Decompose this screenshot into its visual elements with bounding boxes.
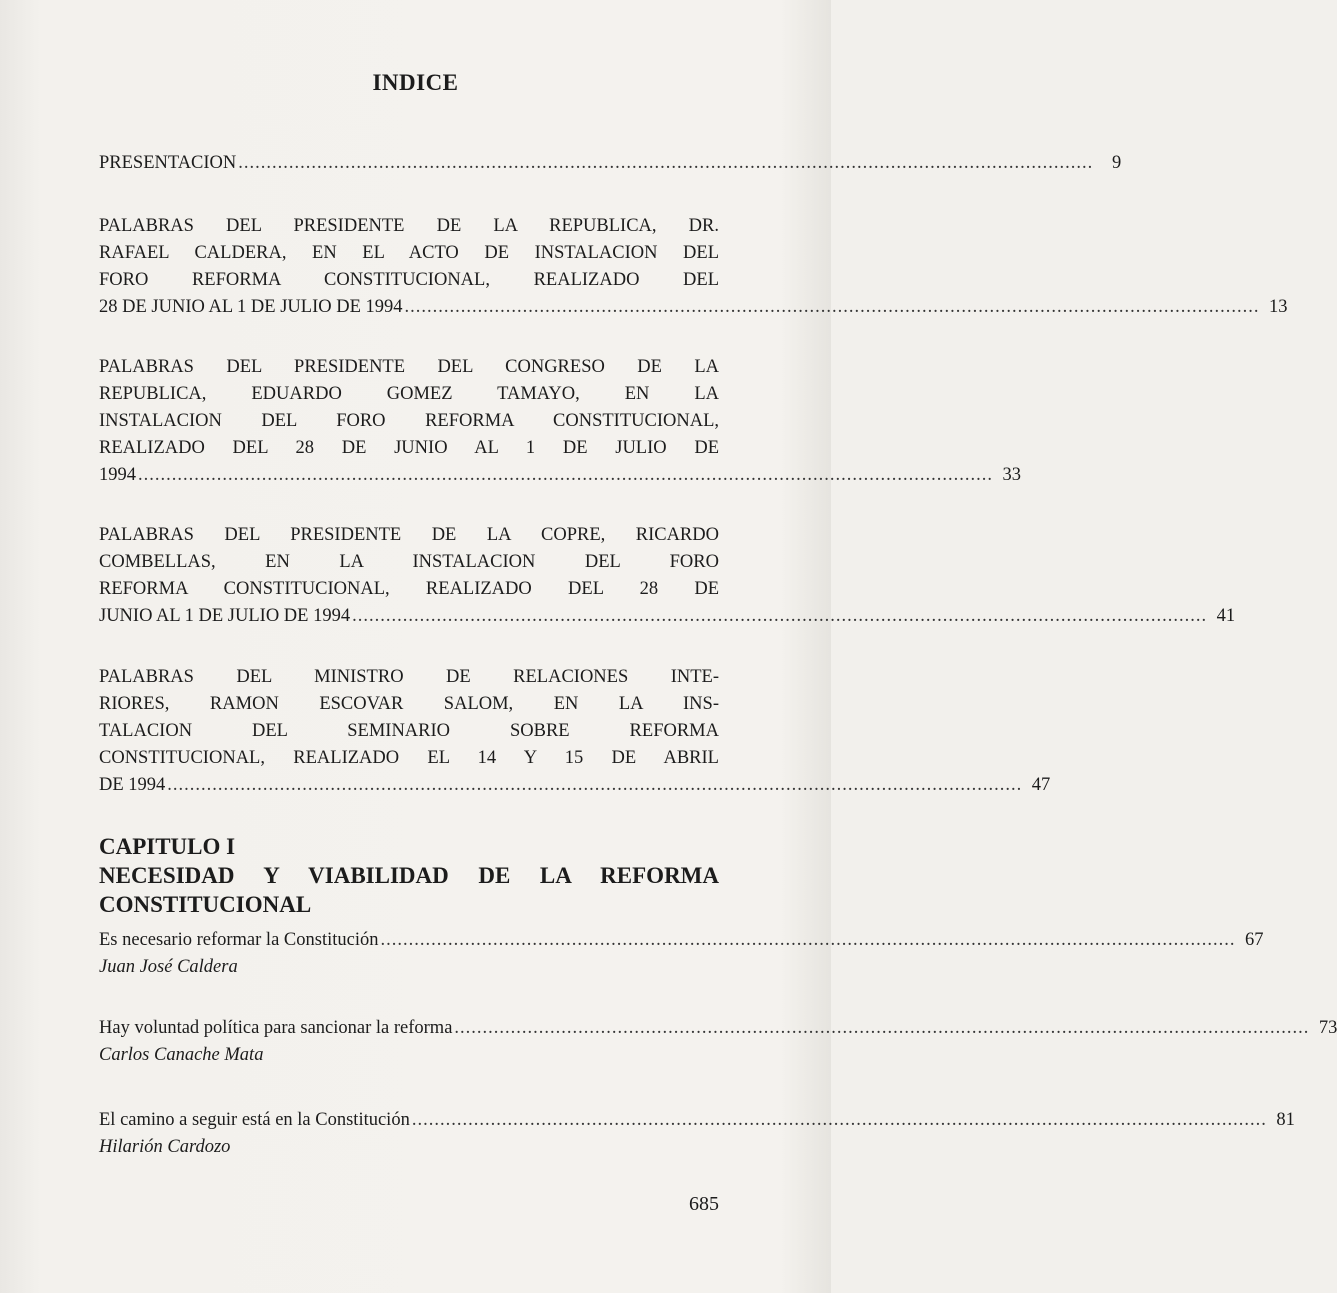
toc-entry-text: El camino a seguir está en la Constitución [99, 1110, 410, 1130]
toc-author: Juan José Caldera [99, 957, 238, 977]
toc-entry-text: FORO REFORMA CONSTITUCIONAL, REALIZADO DEL [99, 270, 719, 290]
toc-entry-text: JUNIO AL 1 DE JULIO DE 1994 [99, 606, 351, 626]
toc-entry-line [99, 294, 1288, 321]
leader-dots: ........................................................................................................................................................ [352, 606, 1208, 626]
toc-entry-line [99, 150, 1122, 177]
toc-entry-text: PALABRAS DEL MINISTRO DE RELACIONES INTE- [99, 667, 719, 687]
toc-page-number: 41 [1216, 606, 1236, 626]
toc-entry-palabras-presidente-copre [99, 522, 1236, 630]
leader-dots: ........................................................................................................................................................ [138, 465, 993, 485]
toc-entry-palabras-presidente-congreso [99, 354, 1021, 489]
toc-page-number: 13 [1269, 297, 1288, 317]
leader-dots: ........................................................................................................................................................ [380, 930, 1236, 950]
toc-entry-text: COMBELLAS, EN LA INSTALACION DEL FORO [99, 552, 719, 572]
toc-entry-text: 1994 [99, 465, 136, 485]
toc-entry-text: RIORES, RAMON ESCOVAR SALOM, EN LA INS- [99, 694, 719, 714]
toc-page-number: 9 [1112, 153, 1122, 173]
toc-entry-chapter-article [99, 1015, 1337, 1069]
toc-entry-text: PALABRAS DEL PRESIDENTE DE LA COPRE, RICARDO [99, 525, 719, 545]
toc-entry-text: Hay voluntad política para sancionar la reforma [99, 1018, 453, 1038]
chapter-title: NECESIDAD Y VIABILIDAD DE LA REFORMA [99, 863, 719, 888]
toc-entry-text: PALABRAS DEL PRESIDENTE DEL CONGRESO DE LA [99, 357, 719, 377]
toc-page-number: 33 [1002, 465, 1021, 485]
toc-entry-text: DE 1994 [99, 775, 166, 795]
toc-entry-palabras-ministro [99, 664, 1051, 799]
toc-entry-text: CONSTITUCIONAL, REALIZADO EL 14 Y 15 DE ABRIL [99, 748, 719, 768]
toc-entry-text: REPUBLICA, EDUARDO GOMEZ TAMAYO, EN LA [99, 384, 719, 404]
toc-entry-presentacion [99, 150, 1122, 177]
page-number: 685 [689, 1193, 719, 1215]
toc-author: Carlos Canache Mata [99, 1045, 264, 1065]
toc-entry-text: Es necesario reformar la Constitución [99, 930, 379, 950]
toc-entry-line [99, 927, 1264, 954]
chapter-title: CONSTITUCIONAL [99, 892, 312, 917]
toc-page-number: 73 [1318, 1018, 1337, 1038]
toc-entry-line [99, 603, 1236, 630]
leader-dots: ........................................................................................................................................................ [454, 1018, 1310, 1038]
toc-entry-palabras-presidente-republica [99, 213, 1288, 321]
leader-dots: ........................................................................................................................................................ [238, 153, 1094, 173]
toc-entry-text: PRESENTACION [99, 153, 237, 173]
toc-entry-line [99, 462, 1021, 489]
index-title: INDICE [372, 70, 459, 95]
leader-dots: ........................................................................................................................................................ [411, 1110, 1267, 1130]
toc-entry-text: RAFAEL CALDERA, EN EL ACTO DE INSTALACION DEL [99, 243, 719, 263]
toc-entry-text: INSTALACION DEL FORO REFORMA CONSTITUCIONAL, [99, 411, 719, 431]
leader-dots: ........................................................................................................................................................ [404, 297, 1260, 317]
toc-entry-text: REALIZADO DEL 28 DE JUNIO AL 1 DE JULIO DE [99, 438, 719, 458]
toc-page-number: 81 [1276, 1110, 1295, 1130]
chapter-heading [99, 832, 719, 919]
toc-entry-text: PALABRAS DEL PRESIDENTE DE LA REPUBLICA, DR. [99, 216, 719, 236]
chapter-number: CAPITULO I [99, 834, 236, 859]
leader-dots: ........................................................................................................................................................ [167, 775, 1023, 795]
toc-author: Hilarión Cardozo [99, 1137, 231, 1157]
toc-entry-line [99, 772, 1051, 799]
toc-page-number: 47 [1031, 775, 1051, 795]
toc-entry-chapter-article [99, 927, 1264, 981]
toc-entry-text: 28 DE JUNIO AL 1 DE JULIO DE 1994 [99, 297, 403, 317]
toc-entry-text: TALACION DEL SEMINARIO SOBRE REFORMA [99, 721, 719, 741]
toc-entry-chapter-article [99, 1107, 1295, 1161]
toc-page-number: 67 [1244, 930, 1264, 950]
toc-entry-text: REFORMA CONSTITUCIONAL, REALIZADO DEL 28 DE [99, 579, 719, 599]
toc-entry-line [99, 1107, 1295, 1134]
toc-entry-line [99, 1015, 1337, 1042]
